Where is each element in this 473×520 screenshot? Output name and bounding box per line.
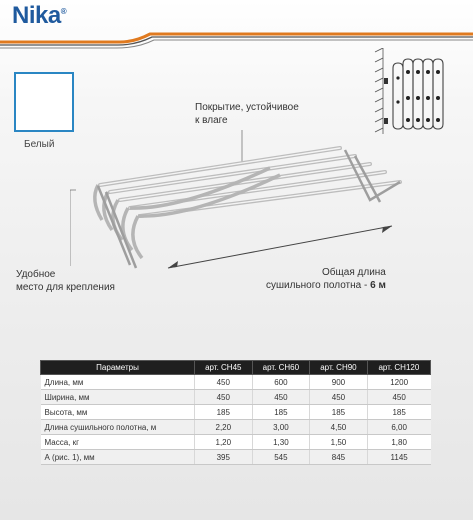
callout-coating [195, 101, 299, 127]
row-label: Высота, мм [41, 405, 195, 420]
table-cell: 1,50 [310, 435, 368, 450]
callout-length-value: 6 м [370, 280, 386, 291]
table-cell: 1145 [367, 450, 430, 465]
swatch-label: Белый [24, 139, 55, 150]
spec-header-ch90: арт. CH90 [310, 361, 368, 375]
row-label: Длина, мм [41, 375, 195, 390]
table-row [41, 375, 431, 390]
table-cell: 450 [252, 390, 310, 405]
table-cell: 2,20 [195, 420, 253, 435]
table-cell: 450 [310, 390, 368, 405]
table-cell: 845 [310, 450, 368, 465]
table-row [41, 390, 431, 405]
row-label: Масса, кг [41, 435, 195, 450]
table-row [41, 405, 431, 420]
row-label: А (рис. 1), мм [41, 450, 195, 465]
table-row [41, 420, 431, 435]
color-swatch-white [14, 72, 74, 132]
brand-logo: Nika® [12, 2, 67, 29]
table-cell: 4,50 [310, 420, 368, 435]
spec-header-params: Параметры [41, 361, 195, 375]
table-cell: 6,00 [367, 420, 430, 435]
callout-coating-line1: Покрытие, устойчивое [195, 102, 299, 113]
table-cell: 450 [195, 390, 253, 405]
callout-mount-line1: Удобное [16, 269, 56, 280]
table-row [41, 435, 431, 450]
callout-mount-line2: место для крепления [16, 282, 115, 293]
table-cell: 545 [252, 450, 310, 465]
table-cell: 185 [367, 405, 430, 420]
table-cell: 185 [310, 405, 368, 420]
table-cell: 395 [195, 450, 253, 465]
callout-coating-line2: к влаге [195, 115, 228, 126]
table-row [41, 450, 431, 465]
spec-header-row [41, 361, 431, 375]
table-cell: 900 [310, 375, 368, 390]
table-cell: 1,30 [252, 435, 310, 450]
spec-table [40, 360, 431, 465]
table-cell: 3,00 [252, 420, 310, 435]
wall-mount-icon [373, 48, 453, 134]
callout-length-text: сушильного полотна - [266, 280, 371, 291]
table-cell: 450 [367, 390, 430, 405]
table-cell: 185 [252, 405, 310, 420]
table-cell: 185 [195, 405, 253, 420]
row-label: Длина сушильного полотна, м [41, 420, 195, 435]
callout-mount [16, 268, 115, 294]
spec-header-ch45: арт. CH45 [195, 361, 253, 375]
table-cell: 450 [195, 375, 253, 390]
callout-length-line1: Общая длина [322, 267, 386, 278]
table-cell: 1200 [367, 375, 430, 390]
table-cell: 1,20 [195, 435, 253, 450]
spec-header-ch120: арт. CH120 [367, 361, 430, 375]
callout-length-line2 [266, 279, 386, 292]
table-cell: 600 [252, 375, 310, 390]
table-cell: 1,80 [367, 435, 430, 450]
spec-header-ch60: арт. CH60 [252, 361, 310, 375]
row-label: Ширина, мм [41, 390, 195, 405]
callout-length [266, 266, 386, 292]
